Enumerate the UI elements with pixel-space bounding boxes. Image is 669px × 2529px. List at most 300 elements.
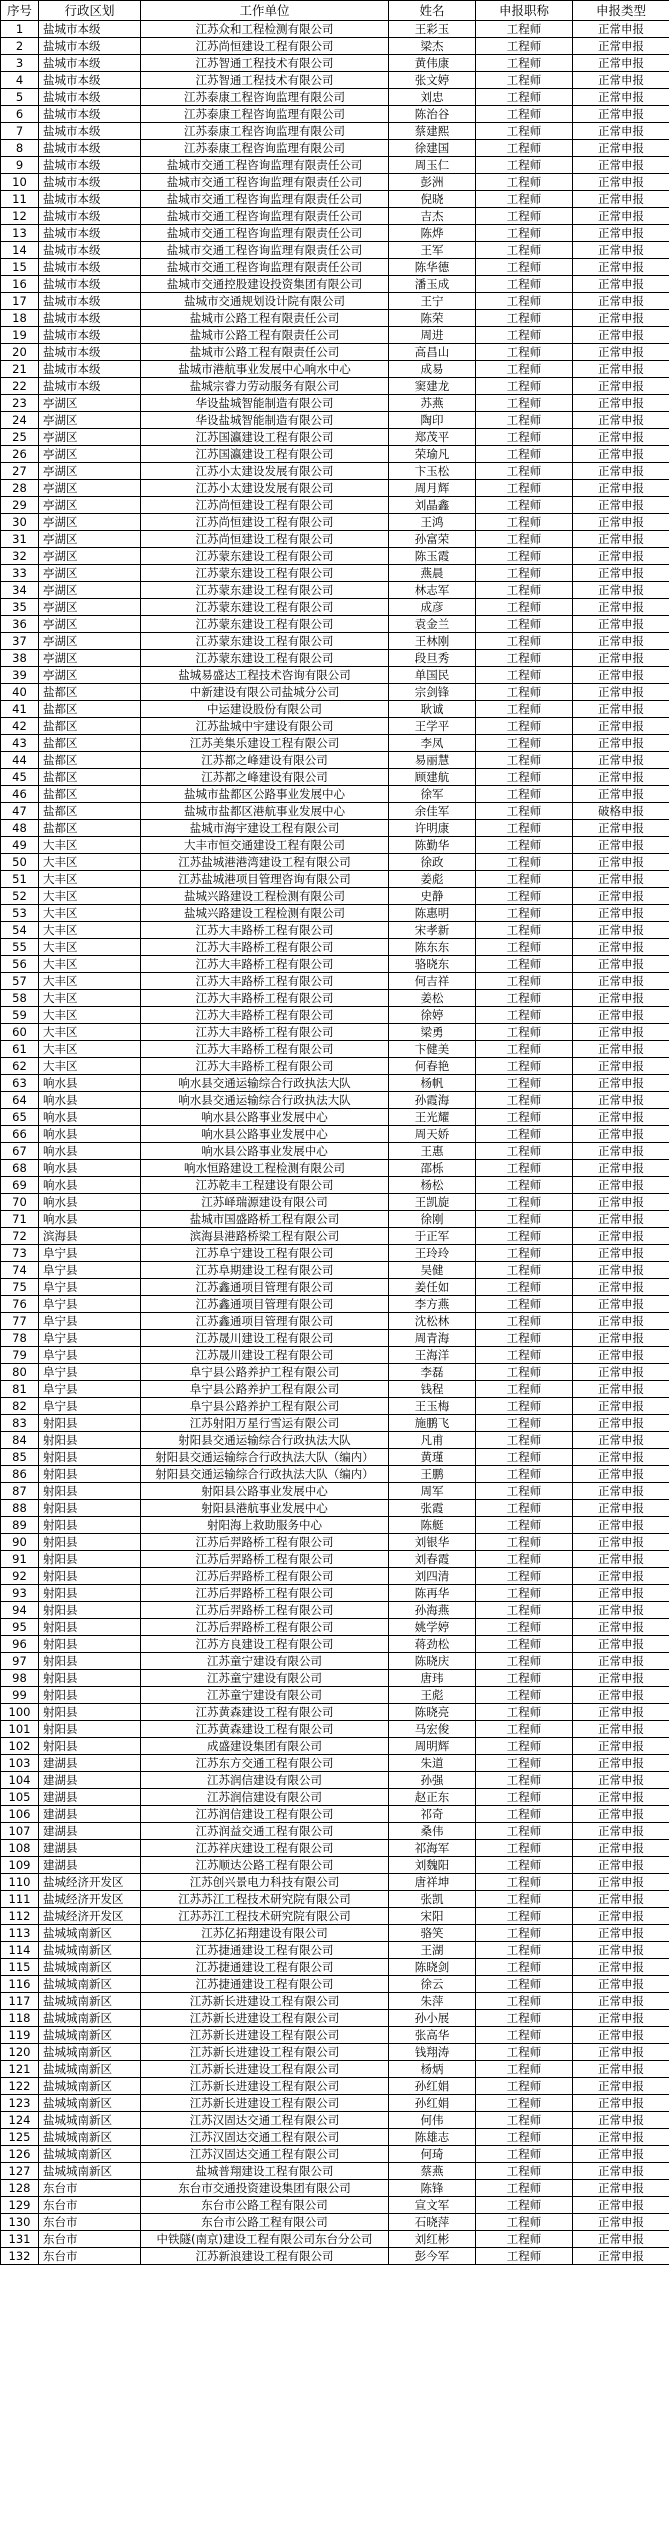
cell-employer: 江苏苏江工程技术研究院有限公司 <box>141 1908 389 1925</box>
cell-type: 正常申报 <box>573 2146 669 2163</box>
cell-employer: 射阳县交通运输综合行政执法大队（编内） <box>141 1449 389 1466</box>
cell-region: 盐都区 <box>39 684 141 701</box>
cell-title: 工程师 <box>476 208 573 225</box>
cell-index: 69 <box>1 1177 39 1194</box>
cell-type: 正常申报 <box>573 633 669 650</box>
cell-index: 78 <box>1 1330 39 1347</box>
cell-title: 工程师 <box>476 2231 573 2248</box>
table-row <box>1 191 669 208</box>
cell-name: 王军 <box>389 242 476 259</box>
table-row <box>1 1364 669 1381</box>
cell-title: 工程师 <box>476 446 573 463</box>
cell-type: 正常申报 <box>573 1109 669 1126</box>
cell-title: 工程师 <box>476 1619 573 1636</box>
cell-name: 吉杰 <box>389 208 476 225</box>
cell-title: 工程师 <box>476 990 573 1007</box>
cell-name: 王彩玉 <box>389 21 476 38</box>
cell-name: 陈艇 <box>389 1517 476 1534</box>
cell-region: 盐城城南新区 <box>39 2061 141 2078</box>
cell-index: 127 <box>1 2163 39 2180</box>
cell-index: 64 <box>1 1092 39 1109</box>
cell-title: 工程师 <box>476 429 573 446</box>
cell-index: 65 <box>1 1109 39 1126</box>
cell-region: 盐城市本级 <box>39 140 141 157</box>
table-row <box>1 735 669 752</box>
table-row <box>1 1330 669 1347</box>
cell-name: 朱道 <box>389 1755 476 1772</box>
table-row <box>1 1806 669 1823</box>
cell-index: 37 <box>1 633 39 650</box>
table-row <box>1 72 669 89</box>
cell-index: 55 <box>1 939 39 956</box>
cell-index: 79 <box>1 1347 39 1364</box>
cell-region: 射阳县 <box>39 1636 141 1653</box>
cell-employer: 江苏众和工程检测有限公司 <box>141 21 389 38</box>
cell-title: 工程师 <box>476 463 573 480</box>
cell-index: 92 <box>1 1568 39 1585</box>
cell-employer: 滨海县港路桥梁工程有限公司 <box>141 1228 389 1245</box>
cell-index: 122 <box>1 2078 39 2095</box>
cell-index: 113 <box>1 1925 39 1942</box>
cell-type: 正常申报 <box>573 1041 669 1058</box>
cell-index: 34 <box>1 582 39 599</box>
cell-title: 工程师 <box>476 582 573 599</box>
cell-title: 工程师 <box>476 701 573 718</box>
cell-region: 亭湖区 <box>39 616 141 633</box>
cell-index: 23 <box>1 395 39 412</box>
cell-type: 正常申报 <box>573 871 669 888</box>
cell-type: 正常申报 <box>573 1058 669 1075</box>
table-row <box>1 922 669 939</box>
cell-employer: 江苏润信建设有限公司 <box>141 1772 389 1789</box>
table-row <box>1 157 669 174</box>
cell-type: 正常申报 <box>573 701 669 718</box>
cell-index: 11 <box>1 191 39 208</box>
cell-employer: 江苏尚恒建设工程有限公司 <box>141 514 389 531</box>
table-row <box>1 905 669 922</box>
cell-employer: 江苏新长进建设工程有限公司 <box>141 2027 389 2044</box>
cell-name: 何春艳 <box>389 1058 476 1075</box>
cell-index: 75 <box>1 1279 39 1296</box>
cell-name: 窦建龙 <box>389 378 476 395</box>
cell-type: 正常申报 <box>573 361 669 378</box>
cell-type: 正常申报 <box>573 2214 669 2231</box>
cell-employer: 江苏新长进建设工程有限公司 <box>141 2095 389 2112</box>
cell-index: 114 <box>1 1942 39 1959</box>
cell-title: 工程师 <box>476 1415 573 1432</box>
cell-employer: 江苏大丰路桥工程有限公司 <box>141 1041 389 1058</box>
table-row <box>1 174 669 191</box>
cell-index: 109 <box>1 1857 39 1874</box>
cell-title: 工程师 <box>476 1466 573 1483</box>
cell-type: 正常申报 <box>573 89 669 106</box>
cell-name: 王湖 <box>389 1942 476 1959</box>
cell-name: 段旦秀 <box>389 650 476 667</box>
cell-type: 正常申报 <box>573 1483 669 1500</box>
cell-index: 59 <box>1 1007 39 1024</box>
cell-name: 凡甫 <box>389 1432 476 1449</box>
cell-region: 响水县 <box>39 1126 141 1143</box>
cell-index: 76 <box>1 1296 39 1313</box>
cell-name: 成易 <box>389 361 476 378</box>
cell-name: 耿诚 <box>389 701 476 718</box>
cell-index: 13 <box>1 225 39 242</box>
table-row <box>1 667 669 684</box>
cell-region: 滨海县 <box>39 1228 141 1245</box>
cell-type: 正常申报 <box>573 565 669 582</box>
cell-index: 87 <box>1 1483 39 1500</box>
table-row <box>1 1143 669 1160</box>
cell-name: 杨炳 <box>389 2061 476 2078</box>
cell-employer: 盐城市交通工程咨询监理有限责任公司 <box>141 191 389 208</box>
table-row <box>1 123 669 140</box>
cell-employer: 江苏新长进建设工程有限公司 <box>141 2078 389 2095</box>
cell-employer: 江苏国瀛建设工程有限公司 <box>141 429 389 446</box>
cell-index: 31 <box>1 531 39 548</box>
cell-title: 工程师 <box>476 225 573 242</box>
cell-title: 工程师 <box>476 633 573 650</box>
cell-region: 大丰区 <box>39 939 141 956</box>
cell-region: 大丰区 <box>39 922 141 939</box>
cell-employer: 江苏蒙东建设工程有限公司 <box>141 650 389 667</box>
cell-index: 4 <box>1 72 39 89</box>
cell-title: 工程师 <box>476 1398 573 1415</box>
cell-employer: 盐城市交通控股建设投资集团有限公司 <box>141 276 389 293</box>
cell-type: 正常申报 <box>573 2163 669 2180</box>
cell-title: 工程师 <box>476 378 573 395</box>
cell-type: 正常申报 <box>573 2044 669 2061</box>
cell-region: 射阳县 <box>39 1483 141 1500</box>
cell-region: 盐城经济开发区 <box>39 1891 141 1908</box>
cell-name: 钱翔涛 <box>389 2044 476 2061</box>
cell-region: 亭湖区 <box>39 480 141 497</box>
cell-type: 正常申报 <box>573 1245 669 1262</box>
cell-title: 工程师 <box>476 480 573 497</box>
table-row <box>1 1670 669 1687</box>
cell-name: 王林刚 <box>389 633 476 650</box>
cell-employer: 东台市交通投资建设集团有限公司 <box>141 2180 389 2197</box>
cell-title: 工程师 <box>476 497 573 514</box>
cell-title: 工程师 <box>476 293 573 310</box>
cell-name: 陈雄志 <box>389 2129 476 2146</box>
cell-name: 何伟 <box>389 2112 476 2129</box>
table-row <box>1 1585 669 1602</box>
cell-region: 大丰区 <box>39 956 141 973</box>
table-row <box>1 973 669 990</box>
cell-region: 阜宁县 <box>39 1245 141 1262</box>
cell-title: 工程师 <box>476 1245 573 1262</box>
cell-type: 正常申报 <box>573 1381 669 1398</box>
cell-region: 盐城城南新区 <box>39 2146 141 2163</box>
cell-region: 建湖县 <box>39 1840 141 1857</box>
cell-index: 16 <box>1 276 39 293</box>
cell-index: 116 <box>1 1976 39 1993</box>
cell-type: 正常申报 <box>573 1857 669 1874</box>
cell-name: 何琦 <box>389 2146 476 2163</box>
cell-title: 工程师 <box>476 1976 573 1993</box>
cell-region: 大丰区 <box>39 973 141 990</box>
header-employer: 工作单位 <box>141 1 389 21</box>
cell-employer: 响水县交通运输综合行政执法大队 <box>141 1092 389 1109</box>
cell-region: 盐都区 <box>39 820 141 837</box>
cell-name: 陈勤华 <box>389 837 476 854</box>
cell-region: 盐城市本级 <box>39 191 141 208</box>
cell-employer: 盐城市交通工程咨询监理有限责任公司 <box>141 174 389 191</box>
cell-employer: 江苏大丰路桥工程有限公司 <box>141 956 389 973</box>
cell-title: 工程师 <box>476 1585 573 1602</box>
cell-type: 正常申报 <box>573 1636 669 1653</box>
cell-title: 工程师 <box>476 38 573 55</box>
cell-title: 工程师 <box>476 21 573 38</box>
cell-index: 26 <box>1 446 39 463</box>
cell-type: 正常申报 <box>573 667 669 684</box>
cell-type: 正常申报 <box>573 2129 669 2146</box>
cell-region: 盐都区 <box>39 718 141 735</box>
cell-index: 35 <box>1 599 39 616</box>
cell-name: 马宏俊 <box>389 1721 476 1738</box>
cell-employer: 盐城市盐都区港航事业发展中心 <box>141 803 389 820</box>
cell-index: 58 <box>1 990 39 1007</box>
cell-employer: 江苏童宁建设有限公司 <box>141 1653 389 1670</box>
cell-title: 工程师 <box>476 1755 573 1772</box>
cell-employer: 江苏黄森建设工程有限公司 <box>141 1704 389 1721</box>
cell-region: 亭湖区 <box>39 429 141 446</box>
cell-name: 王玉梅 <box>389 1398 476 1415</box>
cell-index: 57 <box>1 973 39 990</box>
cell-employer: 射阳海上救助服务中心 <box>141 1517 389 1534</box>
cell-index: 56 <box>1 956 39 973</box>
cell-title: 工程师 <box>476 1840 573 1857</box>
cell-employer: 阜宁县公路养护工程有限公司 <box>141 1364 389 1381</box>
cell-name: 刘银华 <box>389 1534 476 1551</box>
cell-region: 大丰区 <box>39 837 141 854</box>
cell-type: 正常申报 <box>573 1007 669 1024</box>
cell-title: 工程师 <box>476 1041 573 1058</box>
cell-index: 44 <box>1 752 39 769</box>
cell-name: 张文婷 <box>389 72 476 89</box>
cell-type: 正常申报 <box>573 531 669 548</box>
cell-title: 工程师 <box>476 1568 573 1585</box>
cell-region: 盐城市本级 <box>39 225 141 242</box>
cell-type: 正常申报 <box>573 1194 669 1211</box>
table-row <box>1 1891 669 1908</box>
cell-type: 正常申报 <box>573 106 669 123</box>
table-row <box>1 854 669 871</box>
cell-index: 50 <box>1 854 39 871</box>
table-row <box>1 769 669 786</box>
cell-employer: 江苏蒙东建设工程有限公司 <box>141 633 389 650</box>
cell-region: 响水县 <box>39 1177 141 1194</box>
table-row <box>1 1704 669 1721</box>
cell-employer: 盐城市交通工程咨询监理有限责任公司 <box>141 157 389 174</box>
cell-employer: 江苏新长进建设工程有限公司 <box>141 2010 389 2027</box>
cell-region: 阜宁县 <box>39 1262 141 1279</box>
cell-employer: 华设盐城智能制造有限公司 <box>141 412 389 429</box>
cell-title: 工程师 <box>476 2214 573 2231</box>
header-row <box>1 1 669 21</box>
cell-title: 工程师 <box>476 905 573 922</box>
cell-region: 亭湖区 <box>39 395 141 412</box>
cell-index: 102 <box>1 1738 39 1755</box>
cell-name: 于正军 <box>389 1228 476 1245</box>
cell-employer: 江苏润信建设有限公司 <box>141 1789 389 1806</box>
cell-region: 盐城市本级 <box>39 106 141 123</box>
cell-name: 陶印 <box>389 412 476 429</box>
cell-title: 工程师 <box>476 1670 573 1687</box>
cell-employer: 盐城易盛达工程技术咨询有限公司 <box>141 667 389 684</box>
table-row <box>1 1313 669 1330</box>
cell-type: 正常申报 <box>573 1143 669 1160</box>
cell-title: 工程师 <box>476 1296 573 1313</box>
cell-type: 正常申报 <box>573 922 669 939</box>
cell-title: 工程师 <box>476 1024 573 1041</box>
table-row <box>1 1024 669 1041</box>
cell-index: 83 <box>1 1415 39 1432</box>
cell-type: 正常申报 <box>573 1296 669 1313</box>
table-row <box>1 1874 669 1891</box>
cell-index: 46 <box>1 786 39 803</box>
table-row <box>1 293 669 310</box>
cell-name: 徐建国 <box>389 140 476 157</box>
cell-name: 王海洋 <box>389 1347 476 1364</box>
cell-name: 周玉仁 <box>389 157 476 174</box>
cell-employer: 江苏捷通建设工程有限公司 <box>141 1942 389 1959</box>
cell-name: 易丽慧 <box>389 752 476 769</box>
cell-type: 正常申报 <box>573 837 669 854</box>
table-row <box>1 412 669 429</box>
cell-index: 85 <box>1 1449 39 1466</box>
cell-name: 唐玮 <box>389 1670 476 1687</box>
cell-employer: 华设盐城智能制造有限公司 <box>141 395 389 412</box>
cell-region: 盐城市本级 <box>39 310 141 327</box>
cell-name: 王彪 <box>389 1687 476 1704</box>
cell-type: 正常申报 <box>573 1908 669 1925</box>
cell-type: 正常申报 <box>573 1534 669 1551</box>
cell-index: 2 <box>1 38 39 55</box>
cell-name: 蒋劲松 <box>389 1636 476 1653</box>
cell-index: 28 <box>1 480 39 497</box>
table-row <box>1 2010 669 2027</box>
cell-region: 盐都区 <box>39 701 141 718</box>
cell-region: 大丰区 <box>39 871 141 888</box>
cell-name: 何吉祥 <box>389 973 476 990</box>
cell-name: 黄瑾 <box>389 1449 476 1466</box>
table-row <box>1 531 669 548</box>
cell-region: 盐城城南新区 <box>39 2078 141 2095</box>
cell-title: 工程师 <box>476 89 573 106</box>
cell-type: 正常申报 <box>573 1670 669 1687</box>
table-row <box>1 871 669 888</box>
cell-title: 工程师 <box>476 242 573 259</box>
cell-title: 工程师 <box>476 1959 573 1976</box>
table-row <box>1 820 669 837</box>
cell-title: 工程师 <box>476 1143 573 1160</box>
cell-name: 徐云 <box>389 1976 476 1993</box>
cell-name: 吴健 <box>389 1262 476 1279</box>
cell-employer: 江苏泰康工程咨询监理有限公司 <box>141 140 389 157</box>
cell-type: 正常申报 <box>573 429 669 446</box>
cell-title: 工程师 <box>476 1925 573 1942</box>
cell-employer: 盐城市公路工程有限责任公司 <box>141 344 389 361</box>
cell-name: 杨松 <box>389 1177 476 1194</box>
cell-region: 大丰区 <box>39 888 141 905</box>
cell-employer: 响水县公路事业发展中心 <box>141 1126 389 1143</box>
cell-region: 射阳县 <box>39 1551 141 1568</box>
cell-title: 工程师 <box>476 1483 573 1500</box>
cell-region: 盐城城南新区 <box>39 1976 141 1993</box>
cell-employer: 江苏童宁建设有限公司 <box>141 1687 389 1704</box>
cell-name: 沈松林 <box>389 1313 476 1330</box>
table-row <box>1 1789 669 1806</box>
table-row <box>1 1636 669 1653</box>
cell-region: 盐城市本级 <box>39 123 141 140</box>
cell-type: 正常申报 <box>573 191 669 208</box>
cell-index: 20 <box>1 344 39 361</box>
cell-employer: 江苏盐城中宇建设有限公司 <box>141 718 389 735</box>
cell-title: 工程师 <box>476 1806 573 1823</box>
cell-type: 正常申报 <box>573 1177 669 1194</box>
table-row <box>1 361 669 378</box>
cell-employer: 江苏捷通建设工程有限公司 <box>141 1976 389 1993</box>
cell-name: 徐政 <box>389 854 476 871</box>
cell-index: 5 <box>1 89 39 106</box>
cell-employer: 江苏蒙东建设工程有限公司 <box>141 616 389 633</box>
cell-name: 朱萍 <box>389 1993 476 2010</box>
cell-type: 破格申报 <box>573 803 669 820</box>
cell-title: 工程师 <box>476 1194 573 1211</box>
cell-type: 正常申报 <box>573 820 669 837</box>
cell-region: 响水县 <box>39 1160 141 1177</box>
cell-type: 正常申报 <box>573 939 669 956</box>
cell-index: 9 <box>1 157 39 174</box>
cell-type: 正常申报 <box>573 1313 669 1330</box>
cell-title: 工程师 <box>476 157 573 174</box>
cell-index: 86 <box>1 1466 39 1483</box>
cell-type: 正常申报 <box>573 1160 669 1177</box>
cell-region: 大丰区 <box>39 1024 141 1041</box>
cell-employer: 江苏国瀛建设工程有限公司 <box>141 446 389 463</box>
cell-employer: 盐城市交通工程咨询监理有限责任公司 <box>141 259 389 276</box>
cell-region: 射阳县 <box>39 1721 141 1738</box>
cell-region: 亭湖区 <box>39 497 141 514</box>
cell-title: 工程师 <box>476 395 573 412</box>
cell-title: 工程师 <box>476 2078 573 2095</box>
cell-type: 正常申报 <box>573 2112 669 2129</box>
cell-title: 工程师 <box>476 1364 573 1381</box>
cell-index: 119 <box>1 2027 39 2044</box>
cell-title: 工程师 <box>476 1704 573 1721</box>
cell-region: 盐城市本级 <box>39 259 141 276</box>
cell-employer: 阜宁县公路养护工程有限公司 <box>141 1398 389 1415</box>
cell-employer: 江苏汉固达交通工程有限公司 <box>141 2146 389 2163</box>
cell-type: 正常申报 <box>573 1500 669 1517</box>
cell-title: 工程师 <box>476 276 573 293</box>
cell-region: 盐都区 <box>39 735 141 752</box>
cell-region: 大丰区 <box>39 854 141 871</box>
cell-title: 工程师 <box>476 2180 573 2197</box>
cell-region: 响水县 <box>39 1092 141 1109</box>
cell-title: 工程师 <box>476 650 573 667</box>
table-row <box>1 2027 669 2044</box>
cell-type: 正常申报 <box>573 395 669 412</box>
cell-type: 正常申报 <box>573 1993 669 2010</box>
cell-region: 响水县 <box>39 1211 141 1228</box>
cell-region: 响水县 <box>39 1075 141 1092</box>
cell-region: 建湖县 <box>39 1823 141 1840</box>
cell-title: 工程师 <box>476 1449 573 1466</box>
table-row <box>1 395 669 412</box>
cell-title: 工程师 <box>476 735 573 752</box>
